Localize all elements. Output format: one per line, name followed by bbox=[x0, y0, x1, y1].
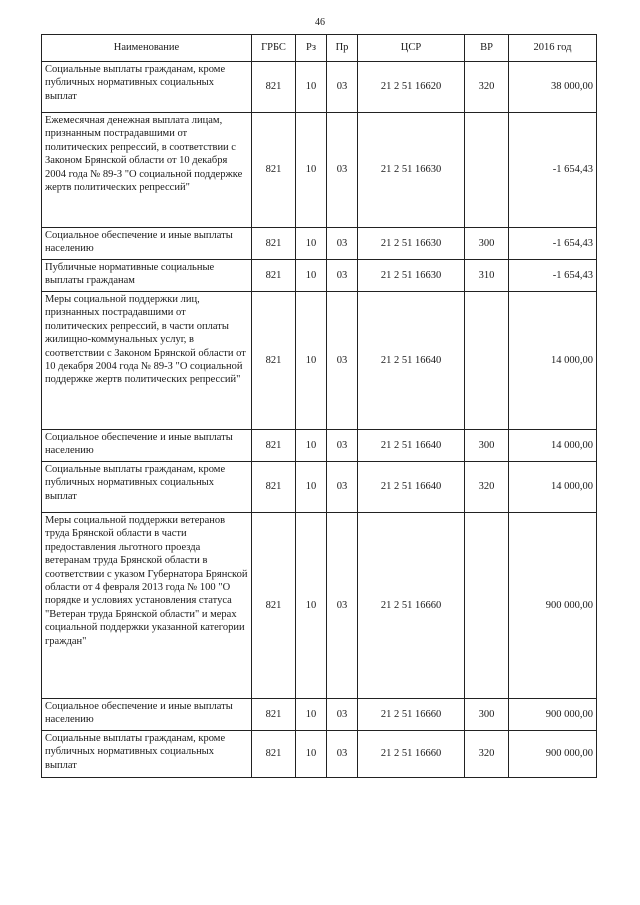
row-amount: 900 000,00 bbox=[509, 731, 597, 778]
row-vr: 320 bbox=[465, 462, 509, 513]
row-csr: 21 2 51 16640 bbox=[358, 292, 465, 430]
row-name: Социальное обеспечение и иные выплаты населению bbox=[42, 699, 252, 731]
row-amount: 900 000,00 bbox=[509, 513, 597, 699]
table-row bbox=[42, 462, 597, 513]
table-row bbox=[42, 62, 597, 113]
row-vr: 320 bbox=[465, 62, 509, 113]
row-csr: 21 2 51 16660 bbox=[358, 699, 465, 731]
row-amount: 38 000,00 bbox=[509, 62, 597, 113]
row-pr: 03 bbox=[327, 731, 358, 778]
row-grbs: 821 bbox=[252, 430, 296, 462]
row-name: Публичные нормативные социальные выплаты гражданам bbox=[42, 260, 252, 292]
row-rz: 10 bbox=[296, 113, 327, 228]
row-vr: 300 bbox=[465, 699, 509, 731]
table-row bbox=[42, 260, 597, 292]
row-amount: -1 654,43 bbox=[509, 113, 597, 228]
row-csr: 21 2 51 16630 bbox=[358, 260, 465, 292]
row-grbs: 821 bbox=[252, 513, 296, 699]
row-pr: 03 bbox=[327, 462, 358, 513]
row-pr: 03 bbox=[327, 513, 358, 699]
table-row bbox=[42, 731, 597, 778]
row-grbs: 821 bbox=[252, 462, 296, 513]
row-rz: 10 bbox=[296, 62, 327, 113]
row-amount: 14 000,00 bbox=[509, 292, 597, 430]
header-name: Наименование bbox=[42, 35, 252, 62]
row-name: Меры социальной поддержки ветеранов труда Брянской области в части предоставления льготного проезда ветеранам труда Брянской области в соответствии с указом Губернатора Брянской области от 4 февраля 2013 года № 100 "О порядке и условиях установления статуса "Ветеран труда Брянской области" и мерах социальной поддержки указанной категории граждан" bbox=[42, 513, 252, 699]
row-grbs: 821 bbox=[252, 62, 296, 113]
row-csr: 21 2 51 16630 bbox=[358, 113, 465, 228]
row-rz: 10 bbox=[296, 699, 327, 731]
row-name: Социальные выплаты гражданам, кроме публичных нормативных социальных выплат bbox=[42, 731, 252, 778]
row-pr: 03 bbox=[327, 113, 358, 228]
row-name: Меры социальной поддержки лиц, признанных пострадавшими от политических репрессий, в части оплаты жилищно-коммунальных услуг, в соответствии с Законом Брянской области от 10 декабря 2004 года № 89-З "О социальной поддержке жертв политических репрессий" bbox=[42, 292, 252, 430]
row-name: Социальные выплаты гражданам, кроме публичных нормативных социальных выплат bbox=[42, 462, 252, 513]
header-grbs: ГРБС bbox=[252, 35, 296, 62]
row-vr: 320 bbox=[465, 731, 509, 778]
table-row bbox=[42, 113, 597, 228]
row-vr bbox=[465, 513, 509, 699]
row-rz: 10 bbox=[296, 462, 327, 513]
table-row bbox=[42, 228, 597, 260]
row-csr: 21 2 51 16630 bbox=[358, 228, 465, 260]
row-pr: 03 bbox=[327, 292, 358, 430]
row-grbs: 821 bbox=[252, 731, 296, 778]
row-amount: 14 000,00 bbox=[509, 430, 597, 462]
table-row bbox=[42, 430, 597, 462]
page-number: 46 bbox=[315, 17, 325, 28]
row-vr: 300 bbox=[465, 228, 509, 260]
row-name: Социальное обеспечение и иные выплаты населению bbox=[42, 430, 252, 462]
row-pr: 03 bbox=[327, 260, 358, 292]
row-csr: 21 2 51 16640 bbox=[358, 462, 465, 513]
row-amount: 900 000,00 bbox=[509, 699, 597, 731]
row-pr: 03 bbox=[327, 430, 358, 462]
table-row bbox=[42, 513, 597, 699]
header-vr: ВР bbox=[465, 35, 509, 62]
row-name: Социальное обеспечение и иные выплаты населению bbox=[42, 228, 252, 260]
budget-table bbox=[41, 34, 597, 778]
row-name: Ежемесячная денежная выплата лицам, признанным пострадавшими от политических репрессий, в соответствии с Законом Брянской области от 10 декабря 2004 года № 89-З "О социальной поддержке жертв политических репрессий" bbox=[42, 113, 252, 228]
row-csr: 21 2 51 16620 bbox=[358, 62, 465, 113]
row-amount: -1 654,43 bbox=[509, 228, 597, 260]
row-grbs: 821 bbox=[252, 260, 296, 292]
row-pr: 03 bbox=[327, 699, 358, 731]
header-rz: Рз bbox=[296, 35, 327, 62]
row-rz: 10 bbox=[296, 513, 327, 699]
table-row bbox=[42, 699, 597, 731]
row-grbs: 821 bbox=[252, 228, 296, 260]
row-grbs: 821 bbox=[252, 113, 296, 228]
table-row bbox=[42, 292, 597, 430]
row-rz: 10 bbox=[296, 292, 327, 430]
row-amount: 14 000,00 bbox=[509, 462, 597, 513]
header-csr: ЦСР bbox=[358, 35, 465, 62]
row-vr: 300 bbox=[465, 430, 509, 462]
row-csr: 21 2 51 16660 bbox=[358, 513, 465, 699]
row-pr: 03 bbox=[327, 62, 358, 113]
row-rz: 10 bbox=[296, 430, 327, 462]
row-pr: 03 bbox=[327, 228, 358, 260]
row-grbs: 821 bbox=[252, 292, 296, 430]
row-csr: 21 2 51 16660 bbox=[358, 731, 465, 778]
row-csr: 21 2 51 16640 bbox=[358, 430, 465, 462]
header-year: 2016 год bbox=[509, 35, 597, 62]
row-vr bbox=[465, 292, 509, 430]
row-vr bbox=[465, 113, 509, 228]
row-amount: -1 654,43 bbox=[509, 260, 597, 292]
row-rz: 10 bbox=[296, 228, 327, 260]
row-rz: 10 bbox=[296, 260, 327, 292]
row-rz: 10 bbox=[296, 731, 327, 778]
row-vr: 310 bbox=[465, 260, 509, 292]
row-grbs: 821 bbox=[252, 699, 296, 731]
row-name: Социальные выплаты гражданам, кроме публичных нормативных социальных выплат bbox=[42, 62, 252, 113]
header-pr: Пр bbox=[327, 35, 358, 62]
table-header-row bbox=[42, 35, 597, 62]
